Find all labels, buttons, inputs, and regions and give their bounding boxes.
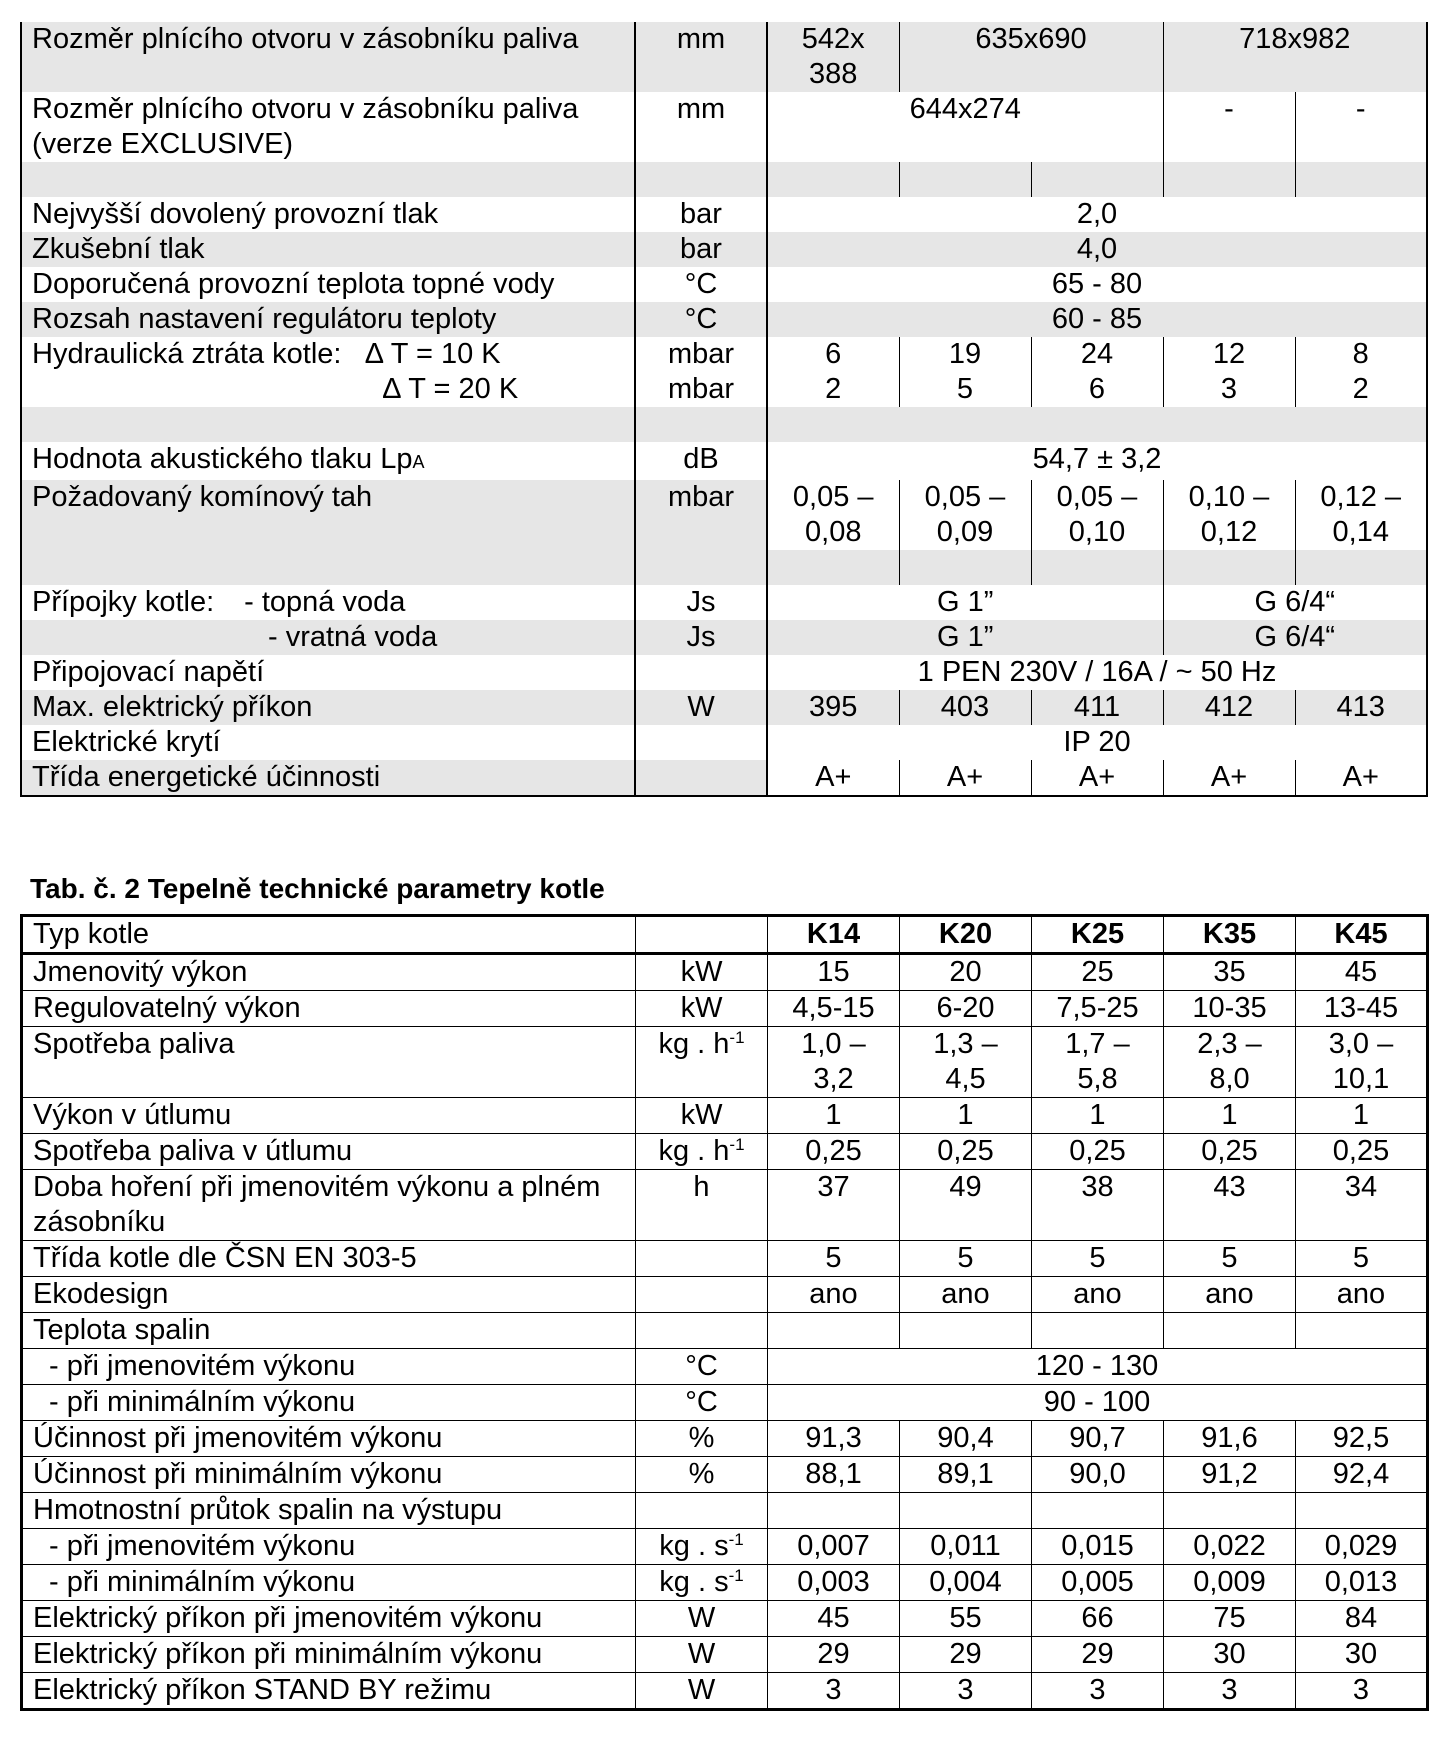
- cell-value: 45: [768, 1601, 900, 1637]
- row-label: - při jmenovitém výkonu: [22, 1349, 636, 1385]
- cell-value: 0,003: [768, 1565, 900, 1601]
- row-unit: mbar mbar: [635, 337, 767, 407]
- cell-value: 30: [1164, 1637, 1296, 1673]
- table-row: [21, 337, 1427, 407]
- cell-value: 0,007: [768, 1529, 900, 1565]
- cell-value: 635x690: [899, 22, 1163, 92]
- cell-value: 718x982: [1163, 22, 1427, 92]
- cell-value: 411: [1031, 690, 1163, 725]
- row-label: Doporučená provozní teplota topné vody: [32, 268, 555, 300]
- row-label: Elektrický příkon STAND BY režimu: [22, 1673, 636, 1710]
- cell-value: A+: [1295, 760, 1427, 796]
- row-label: - při jmenovitém výkonu: [22, 1529, 636, 1565]
- cell-value: 90,4: [900, 1421, 1032, 1457]
- cell-value: 15: [768, 954, 900, 991]
- cell-value: 60 - 85: [767, 302, 1427, 337]
- table-row: [22, 1565, 1428, 1601]
- model-header: K14: [768, 916, 900, 954]
- cell-value: 5: [1164, 1241, 1296, 1277]
- cell-value: 403: [899, 690, 1031, 725]
- row-label: Spotřeba paliva: [22, 1027, 636, 1098]
- cell-value: 0,005: [1032, 1565, 1164, 1601]
- cell-value: ano: [1032, 1277, 1164, 1313]
- cell-value: 19 5: [899, 337, 1031, 407]
- row-label: Rozměr plnícího otvoru v zásobníku paliva: [21, 22, 635, 92]
- row-label: Regulovatelný výkon: [22, 991, 636, 1027]
- table-caption: Tab. č. 2 Tepelně technické parametry kotle: [30, 873, 605, 904]
- cell-value: 20: [900, 954, 1032, 991]
- row-unit: h: [636, 1170, 768, 1241]
- row-label: Spotřeba paliva v útlumu: [22, 1134, 636, 1170]
- row-label: Teplota spalin: [22, 1313, 636, 1349]
- table-row: [22, 1493, 1428, 1529]
- model-header: K35: [1164, 916, 1296, 954]
- cell-value: 92,5: [1296, 1421, 1428, 1457]
- row-label: Hydraulická ztráta kotle: ∆ T = 10 K ∆ T = 20 K: [32, 338, 519, 405]
- row-unit: %: [636, 1421, 768, 1457]
- cell-value: G 6/4“: [1163, 585, 1427, 620]
- cell-value: 38: [1032, 1170, 1164, 1241]
- cell-value: 542x 388: [767, 22, 899, 92]
- cell-value: 0,25: [900, 1134, 1032, 1170]
- cell-value: 75: [1164, 1601, 1296, 1637]
- cell-value: ano: [1164, 1277, 1296, 1313]
- table-row: [22, 1170, 1428, 1241]
- cell-value: ano: [900, 1277, 1032, 1313]
- table-row: [22, 1241, 1428, 1277]
- cell-value: 49: [900, 1170, 1032, 1241]
- table-header-row: [22, 916, 1428, 954]
- row-unit: W: [636, 1601, 768, 1637]
- cell-value: 90,0: [1032, 1457, 1164, 1493]
- table-row: [22, 1457, 1428, 1493]
- row-unit: Js: [635, 620, 767, 655]
- cell-value: 0,10 – 0,12: [1163, 480, 1295, 550]
- table-row: [22, 1027, 1428, 1098]
- table-row: [21, 92, 1427, 162]
- cell-value: 0,25: [1032, 1134, 1164, 1170]
- table-row: [22, 1529, 1428, 1565]
- cell-value: 0,05 – 0,08: [767, 480, 899, 550]
- row-unit: W: [636, 1673, 768, 1710]
- cell-value: 413: [1295, 690, 1427, 725]
- row-unit: dB: [635, 442, 767, 480]
- cell-value: 6-20: [900, 991, 1032, 1027]
- row-unit: W: [635, 690, 767, 725]
- cell-value: 0,25: [1164, 1134, 1296, 1170]
- table-row: [22, 1349, 1428, 1385]
- row-unit: %: [636, 1457, 768, 1493]
- table-row: [22, 954, 1428, 991]
- cell-value: 90 - 100: [768, 1385, 1428, 1421]
- cell-value: 5: [768, 1241, 900, 1277]
- cell-value: G 6/4“: [1163, 620, 1427, 655]
- header-label: Typ kotle: [22, 916, 636, 954]
- table-row: [21, 232, 1427, 267]
- cell-value: 66: [1032, 1601, 1164, 1637]
- table-row: [21, 585, 1427, 620]
- row-label: Jmenovitý výkon: [22, 954, 636, 991]
- cell-value: 5: [1296, 1241, 1428, 1277]
- table-row: [22, 1421, 1428, 1457]
- table-row: [21, 760, 1427, 796]
- table-row: [21, 197, 1427, 232]
- table-row: [21, 22, 1427, 92]
- row-unit: °C: [636, 1349, 768, 1385]
- table-row: [22, 1385, 1428, 1421]
- row-unit: kg . $h^{-1}$: [636, 1027, 768, 1098]
- cell-value: 84: [1296, 1601, 1428, 1637]
- cell-value: 644x274: [767, 92, 1163, 162]
- cell-value: 0,25: [1296, 1134, 1428, 1170]
- cell-value: 24 6: [1031, 337, 1163, 407]
- row-unit: Js: [635, 585, 767, 620]
- table-row: [21, 267, 1427, 302]
- cell-value: 0,004: [900, 1565, 1032, 1601]
- cell-value: ano: [1296, 1277, 1428, 1313]
- cell-value: 0,25: [768, 1134, 900, 1170]
- cell-value: A+: [899, 760, 1031, 796]
- cell-value: 89,1: [900, 1457, 1032, 1493]
- cell-value: 3: [1164, 1673, 1296, 1710]
- cell-value: 7,5-25: [1032, 991, 1164, 1027]
- table-row: [21, 690, 1427, 725]
- row-unit: kg . $h^{-1}$: [636, 1134, 768, 1170]
- row-unit: mm: [635, 92, 767, 162]
- row-unit: bar: [635, 232, 767, 267]
- cell-value: G 1”: [767, 585, 1163, 620]
- row-label: Max. elektrický příkon: [21, 690, 635, 725]
- thermal-params-table: [20, 914, 1429, 1711]
- cell-value: 3: [768, 1673, 900, 1710]
- cell-value: 30: [1296, 1637, 1428, 1673]
- row-label: Třída kotle dle ČSN EN 303-5: [22, 1241, 636, 1277]
- cell-value: 4,0: [767, 232, 1427, 267]
- cell-value: A+: [1031, 760, 1163, 796]
- cell-value: 35: [1164, 954, 1296, 991]
- table-row: [22, 1601, 1428, 1637]
- cell-value: 0,015: [1032, 1529, 1164, 1565]
- boiler-params-table-continued: [20, 22, 1428, 797]
- cell-value: 1: [900, 1098, 1032, 1134]
- row-label: Elektrické krytí: [32, 726, 221, 758]
- cell-value: 1: [1296, 1098, 1428, 1134]
- row-label: - při minimálním výkonu: [22, 1385, 636, 1421]
- table-row: [22, 1637, 1428, 1673]
- row-label: Výkon v útlumu: [22, 1098, 636, 1134]
- table-row: [22, 991, 1428, 1027]
- spacer-row: [21, 550, 1427, 585]
- cell-value: 43: [1164, 1170, 1296, 1241]
- row-label: Rozsah nastavení regulátoru teploty: [21, 302, 635, 337]
- cell-value: 37: [768, 1170, 900, 1241]
- row-label: Elektrický příkon při jmenovitém výkonu: [22, 1601, 636, 1637]
- cell-value: 29: [900, 1637, 1032, 1673]
- row-label: Elektrický příkon při minimálním výkonu: [22, 1637, 636, 1673]
- table-row: [21, 302, 1427, 337]
- cell-value: 8 2: [1295, 337, 1427, 407]
- cell-value: 1,7 – 5,8: [1032, 1027, 1164, 1098]
- cell-value: 3: [900, 1673, 1032, 1710]
- cell-value: 1: [768, 1098, 900, 1134]
- row-label: Účinnost při jmenovitém výkonu: [22, 1421, 636, 1457]
- row-label: Zkušební tlak: [21, 232, 635, 267]
- row-label: Rozměr plnícího otvoru v zásobníku paliva (verze EXCLUSIVE): [32, 93, 579, 160]
- row-unit: °C: [635, 302, 767, 337]
- row-label: - vratná voda: [21, 620, 635, 655]
- row-unit: bar: [635, 197, 767, 232]
- cell-value: 0,05 – 0,09: [899, 480, 1031, 550]
- cell-value: 3: [1032, 1673, 1164, 1710]
- cell-value: 1,0 – 3,2: [768, 1027, 900, 1098]
- cell-value: 10-35: [1164, 991, 1296, 1027]
- cell-value: 3,0 – 10,1: [1296, 1027, 1428, 1098]
- cell-value: 0,009: [1164, 1565, 1296, 1601]
- cell-value: 0,05 – 0,10: [1031, 480, 1163, 550]
- row-unit: °C: [635, 267, 767, 302]
- cell-value: 29: [1032, 1637, 1164, 1673]
- cell-value: 412: [1163, 690, 1295, 725]
- cell-value: A+: [1163, 760, 1295, 796]
- cell-value: 6 2: [767, 337, 899, 407]
- model-header: K45: [1296, 916, 1428, 954]
- cell-value: 0,013: [1296, 1565, 1428, 1601]
- row-label: Ekodesign: [22, 1277, 636, 1313]
- cell-value: 1,3 – 4,5: [900, 1027, 1032, 1098]
- model-header: K25: [1032, 916, 1164, 954]
- cell-value: 2,0: [767, 197, 1427, 232]
- cell-value: 54,7 ± 3,2: [767, 442, 1427, 480]
- cell-value: 90,7: [1032, 1421, 1164, 1457]
- row-label: - při minimálním výkonu: [22, 1565, 636, 1601]
- cell-value: 1: [1164, 1098, 1296, 1134]
- cell-value: 91,2: [1164, 1457, 1296, 1493]
- row-label: Nejvyšší dovolený provozní tlak: [32, 198, 439, 230]
- cell-value: ano: [768, 1277, 900, 1313]
- cell-value: 5: [900, 1241, 1032, 1277]
- cell-value: 120 - 130: [768, 1349, 1428, 1385]
- table-row: [22, 1098, 1428, 1134]
- row-unit: kW: [636, 954, 768, 991]
- row-label: Požadovaný komínový tah: [21, 480, 635, 550]
- cell-value: 0,011: [900, 1529, 1032, 1565]
- cell-value: 34: [1296, 1170, 1428, 1241]
- row-unit: kW: [636, 1098, 768, 1134]
- row-unit: mm: [635, 22, 767, 92]
- cell-value: 88,1: [768, 1457, 900, 1493]
- table-row: [22, 1313, 1428, 1349]
- spacer-row: [21, 162, 1427, 197]
- spacer-row: [21, 407, 1427, 442]
- row-label: Doba hoření při jmenovitém výkonu a plném zásobníku: [22, 1170, 636, 1241]
- cell-value: 12 3: [1163, 337, 1295, 407]
- cell-value: 91,6: [1164, 1421, 1296, 1457]
- cell-value: G 1”: [767, 620, 1163, 655]
- row-unit: kg . $s^{-1}$: [636, 1529, 768, 1565]
- cell-value: 92,4: [1296, 1457, 1428, 1493]
- row-label: Připojovací napětí: [32, 656, 265, 688]
- cell-value: 0,12 – 0,14: [1295, 480, 1427, 550]
- cell-value: 65 - 80: [767, 267, 1427, 302]
- row-unit: °C: [636, 1385, 768, 1421]
- row-label: Hodnota akustického tlaku LpA: [32, 443, 425, 475]
- cell-value: 13-45: [1296, 991, 1428, 1027]
- cell-value: 5: [1032, 1241, 1164, 1277]
- cell-value: 3: [1296, 1673, 1428, 1710]
- row-unit: kW: [636, 991, 768, 1027]
- cell-value: 0,022: [1164, 1529, 1296, 1565]
- row-label: Třída energetické účinnosti: [21, 760, 635, 796]
- row-unit: W: [636, 1637, 768, 1673]
- table-row: [21, 655, 1427, 690]
- table-row: [22, 1277, 1428, 1313]
- table-row: [22, 1134, 1428, 1170]
- cell-value: 0,029: [1296, 1529, 1428, 1565]
- row-label: Přípojky kotle: - topná voda: [32, 586, 406, 618]
- cell-value: 55: [900, 1601, 1032, 1637]
- cell-value: -: [1295, 92, 1427, 162]
- row-label: Účinnost při minimálním výkonu: [22, 1457, 636, 1493]
- model-header: K20: [900, 916, 1032, 954]
- row-unit: kg . $s^{-1}$: [636, 1565, 768, 1601]
- table-row: [22, 1673, 1428, 1710]
- cell-value: 1 PEN 230V / 16A / ~ 50 Hz: [767, 655, 1427, 690]
- cell-value: -: [1163, 92, 1295, 162]
- cell-value: A+: [767, 760, 899, 796]
- row-label: Hmotnostní průtok spalin na výstupu: [22, 1493, 636, 1529]
- table-row: [21, 725, 1427, 760]
- cell-value: 25: [1032, 954, 1164, 991]
- table-row: [21, 620, 1427, 655]
- cell-value: 29: [768, 1637, 900, 1673]
- cell-value: 91,3: [768, 1421, 900, 1457]
- cell-value: IP 20: [767, 725, 1427, 760]
- cell-value: 1: [1032, 1098, 1164, 1134]
- cell-value: 2,3 – 8,0: [1164, 1027, 1296, 1098]
- table-row: [21, 442, 1427, 480]
- table-row: [21, 480, 1427, 550]
- cell-value: 395: [767, 690, 899, 725]
- cell-value: 45: [1296, 954, 1428, 991]
- cell-value: 4,5-15: [768, 991, 900, 1027]
- row-unit: mbar: [635, 480, 767, 550]
